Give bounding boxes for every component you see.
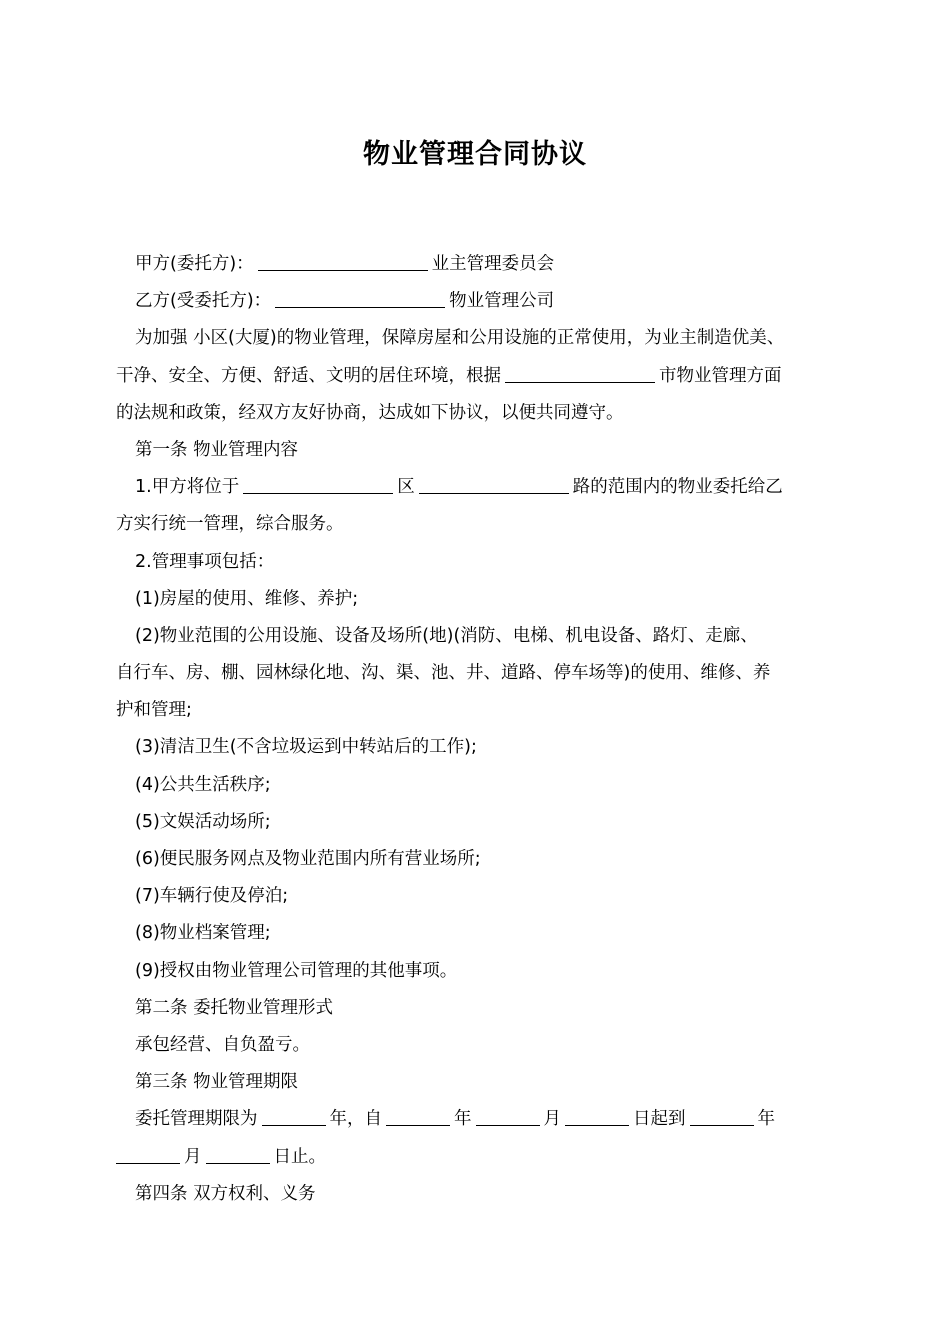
item-1-district: 区 — [397, 477, 415, 498]
sub-item-6: (6)便民服务网点及物业范围内所有营业场所; — [135, 849, 481, 869]
city-blank — [505, 364, 655, 383]
end-month-blank — [116, 1145, 180, 1164]
sub-item-2-cont-2: 护和管理; — [116, 700, 192, 721]
document-title: 物业管理合同协议 — [363, 139, 587, 170]
sub-item-8: (8)物业档案管理; — [135, 923, 271, 944]
sub-item-4: (4)公共生活秩序; — [135, 774, 271, 795]
preamble-line-3: 的法规和政策，经双方友好协商，达成如下协议，以便共同遵守。 — [116, 402, 624, 423]
party-b-label: 乙方(受委托方)： — [135, 291, 272, 312]
document-body — [116, 246, 838, 1213]
road-blank — [419, 476, 569, 495]
item-1-road: 路的范围内的物业委托给乙 — [572, 477, 783, 498]
end-year-blank — [690, 1108, 754, 1127]
preamble-line-2-start: 干净、安全、方便、舒适、文明的居住环境，根据 — [116, 365, 501, 386]
article-3-term-cont — [116, 1139, 838, 1176]
term-start: 委托管理期限为 — [135, 1109, 258, 1130]
article-1-item-1 — [116, 469, 838, 506]
party-a-label: 甲方(委托方)： — [135, 254, 254, 274]
start-day-blank — [565, 1108, 629, 1127]
term-start-month: 月 — [543, 1109, 561, 1130]
sub-item-7: (7)车辆行使及停泊; — [135, 886, 289, 907]
party-b-blank — [275, 290, 445, 309]
sub-item-5: (5)文娱活动场所; — [135, 811, 271, 832]
party-b-suffix: 物业管理公司 — [449, 291, 555, 312]
article-2-content: 承包经营、自负盈亏。 — [135, 1034, 310, 1055]
article-3-term-line — [116, 1101, 838, 1138]
preamble-line-1: 为加强 小区(大厦)的物业管理，保障房屋和公用设施的正常使用，为业主制造优美、 — [135, 328, 785, 349]
sub-item-9: (9)授权由物业管理公司管理的其他事项。 — [135, 960, 458, 981]
end-day-blank — [206, 1145, 270, 1164]
article-1-heading: 第一条 物业管理内容 — [135, 439, 299, 460]
years-blank — [262, 1108, 326, 1127]
article-1-item-2: 2.管理事项包括： — [135, 551, 275, 572]
party-b-line — [116, 283, 838, 320]
sub-item-2-cont-1: 自行车、房、棚、园林绿化地、沟、渠、池、井、道路、停车场等)的使用、维修、养 — [116, 663, 771, 684]
term-start-day: 日起到 — [633, 1109, 686, 1130]
party-a-blank — [258, 253, 428, 272]
article-2-heading: 第二条 委托物业管理形式 — [135, 997, 334, 1018]
term-end-day: 日止。 — [273, 1146, 326, 1167]
start-year-blank — [386, 1108, 450, 1127]
term-years: 年，自 — [329, 1109, 382, 1130]
article-4-heading: 第四条 双方权利、义务 — [135, 1183, 316, 1204]
district-blank — [243, 476, 393, 495]
item-1-start: 1.甲方将位于 — [135, 477, 240, 498]
term-start-year: 年 — [454, 1109, 472, 1130]
article-3-heading: 第三条 物业管理期限 — [135, 1072, 299, 1093]
start-month-blank — [476, 1108, 540, 1127]
preamble-line-2-end: 市物业管理方面 — [659, 365, 782, 386]
party-a-suffix: 业主管理委员会 — [431, 254, 555, 274]
sub-item-3: (3)清洁卫生(不含垃圾运到中转站后的工作); — [135, 737, 477, 758]
party-a-line — [116, 246, 838, 283]
article-1-item-1-cont: 方实行统一管理，综合服务。 — [116, 514, 344, 535]
preamble-line-2 — [116, 358, 838, 395]
term-end-month: 月 — [184, 1146, 202, 1167]
sub-item-2: (2)物业范围的公用设施、设备及场所(地)(消防、电梯、机电设备、路灯、走廊、 — [135, 625, 758, 646]
term-end-year: 年 — [757, 1109, 775, 1130]
sub-item-1: (1)房屋的使用、维修、养护; — [135, 588, 359, 609]
